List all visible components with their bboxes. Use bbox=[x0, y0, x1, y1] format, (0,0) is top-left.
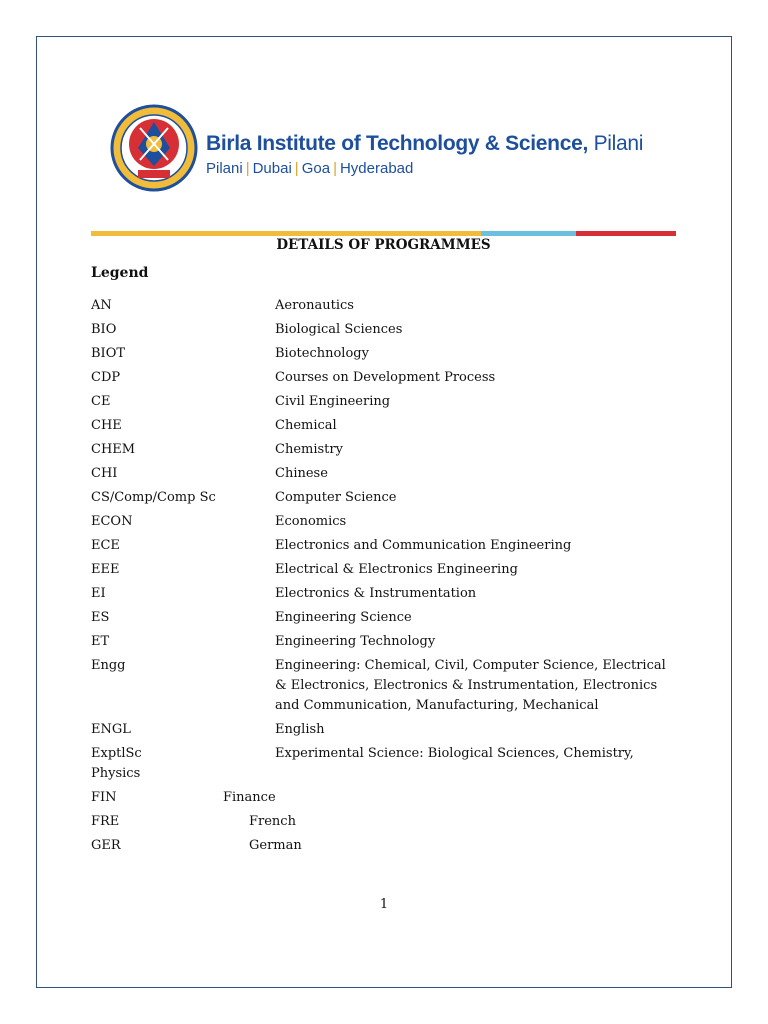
legend-desc: Engineering: Chemical, Civil, Computer Science, Electrical & Electronics, Electronics & Instrumentation, Electronics and Communication, Manufacturing, Mechanical bbox=[275, 658, 666, 713]
legend-code: CHE bbox=[91, 418, 122, 433]
legend-code: CHEM bbox=[91, 442, 136, 457]
legend-code: CHI bbox=[91, 466, 118, 481]
legend-row bbox=[91, 584, 681, 604]
legend-code: ECE bbox=[91, 538, 120, 553]
legend-code: CDP bbox=[91, 370, 121, 385]
legend-row bbox=[91, 744, 681, 784]
stripe-blue bbox=[481, 231, 576, 236]
legend-row bbox=[91, 392, 681, 412]
legend-row bbox=[91, 464, 681, 484]
legend-row bbox=[91, 296, 681, 316]
campus-name: Hyderabad bbox=[339, 160, 414, 177]
legend-row bbox=[91, 440, 681, 460]
legend-desc: Biotechnology bbox=[275, 346, 369, 361]
legend-desc: Chemical bbox=[275, 418, 337, 433]
legend-code: AN bbox=[91, 298, 112, 313]
legend-desc: Economics bbox=[275, 514, 347, 529]
stripe-red bbox=[576, 231, 676, 236]
legend-row bbox=[91, 812, 681, 832]
color-stripe bbox=[91, 231, 676, 236]
document-title: DETAILS OF PROGRAMMES bbox=[276, 237, 491, 253]
legend-code: CE bbox=[91, 394, 111, 409]
legend-desc: Electrical & Electronics Engineering bbox=[275, 562, 518, 577]
legend-desc: Civil Engineering bbox=[275, 394, 391, 409]
legend-code: CS/Comp/Comp Sc bbox=[91, 490, 216, 505]
page-number: 1 bbox=[379, 897, 389, 912]
legend-code: ExptlSc bbox=[91, 746, 142, 761]
campus-name: Pilani bbox=[206, 160, 243, 177]
legend-desc: Engineering Science bbox=[275, 610, 412, 625]
institute-seal-logo bbox=[110, 104, 198, 192]
legend-row bbox=[91, 560, 681, 580]
legend-code: FRE bbox=[91, 814, 120, 829]
legend-desc: Finance bbox=[223, 790, 276, 805]
legend-code: ES bbox=[91, 610, 110, 625]
legend-row bbox=[91, 720, 681, 740]
legend-desc: German bbox=[249, 838, 302, 853]
institute-campus: Pilani bbox=[593, 132, 644, 155]
legend-desc: Electronics and Communication Engineering bbox=[275, 538, 572, 553]
legend-code: BIO bbox=[91, 322, 117, 337]
legend-row bbox=[91, 536, 681, 556]
institute-name: Birla Institute of Technology & Science, Pilani bbox=[206, 132, 644, 155]
legend-desc: Aeronautics bbox=[275, 298, 354, 313]
legend-desc: Biological Sciences bbox=[275, 322, 403, 337]
legend-row bbox=[91, 344, 681, 364]
stripe-yellow bbox=[91, 231, 481, 236]
legend-code: ECON bbox=[91, 514, 133, 529]
legend-code: ET bbox=[91, 634, 110, 649]
legend-code: EEE bbox=[91, 562, 120, 577]
legend-row bbox=[91, 788, 681, 808]
legend-code: EI bbox=[91, 586, 106, 601]
legend-desc: Courses on Development Process bbox=[275, 370, 496, 385]
legend-desc: Engineering Technology bbox=[275, 634, 436, 649]
legend-code: ENGL bbox=[91, 722, 131, 737]
legend-row bbox=[91, 416, 681, 436]
legend-row bbox=[91, 656, 681, 716]
legend-desc: Electronics & Instrumentation bbox=[275, 586, 477, 601]
legend-heading: Legend bbox=[91, 265, 149, 281]
legend-desc: French bbox=[249, 814, 296, 829]
legend-row bbox=[91, 836, 681, 856]
letterhead bbox=[110, 104, 670, 194]
legend-desc: Experimental Science: Biological Sciences, Chemistry, Physics bbox=[91, 746, 634, 781]
campus-name: Goa bbox=[301, 160, 331, 177]
legend-code: FIN bbox=[91, 790, 117, 805]
legend-code: BIOT bbox=[91, 346, 126, 361]
legend-list bbox=[91, 296, 681, 860]
campus-name: Dubai bbox=[252, 160, 292, 177]
legend-desc: Computer Science bbox=[275, 490, 397, 505]
legend-desc: Chinese bbox=[275, 466, 328, 481]
legend-row bbox=[91, 608, 681, 628]
legend-row bbox=[91, 632, 681, 652]
legend-row bbox=[91, 320, 681, 340]
legend-code: GER bbox=[91, 838, 121, 853]
legend-row bbox=[91, 512, 681, 532]
legend-row bbox=[91, 488, 681, 508]
legend-desc: English bbox=[275, 722, 325, 737]
campus-list: Pilani | Dubai | Goa | Hyderabad bbox=[206, 160, 414, 177]
legend-row bbox=[91, 368, 681, 388]
legend-desc: Chemistry bbox=[275, 442, 343, 457]
legend-code: Engg bbox=[91, 658, 126, 673]
